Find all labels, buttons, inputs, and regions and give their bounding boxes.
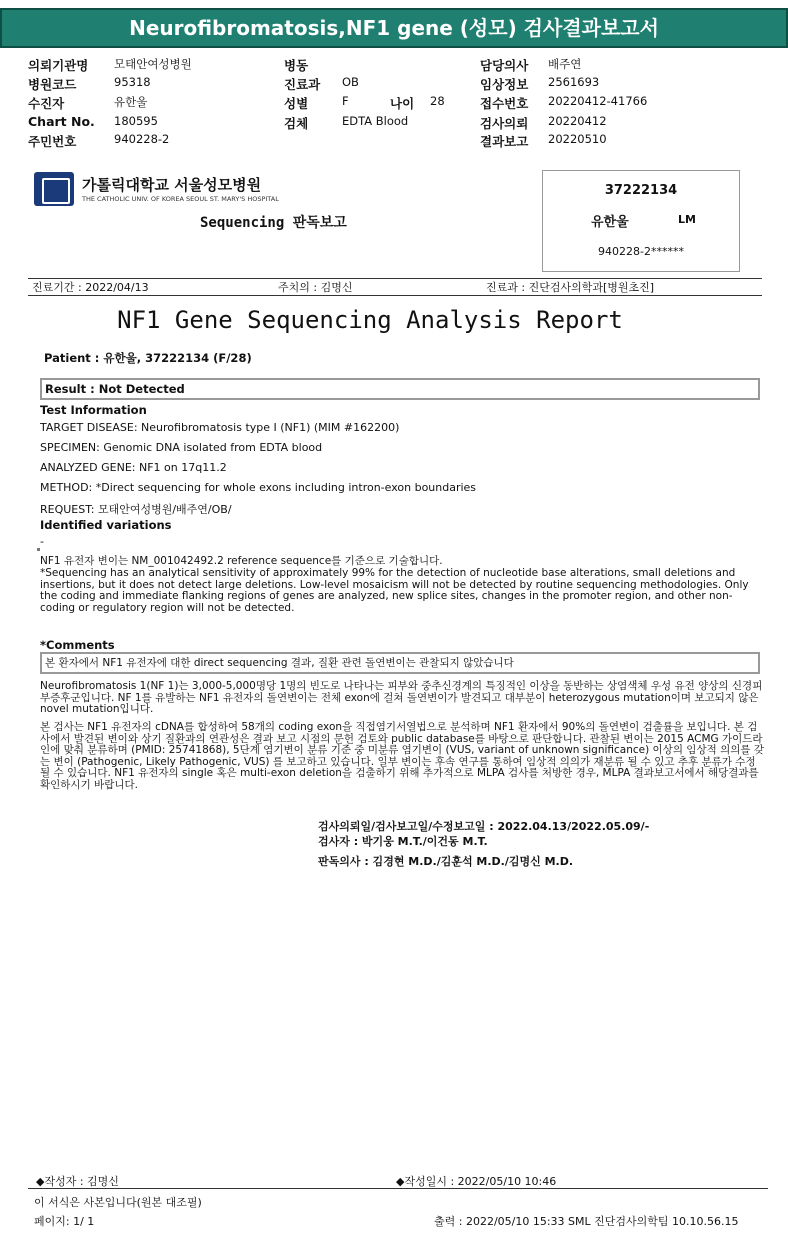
signer-dates: 검사의뢰일/검사보고일/수정보고일 : 2022.04.13/2022.05.09/-	[318, 820, 650, 833]
comments-heading: *Comments	[40, 638, 115, 652]
meta-key: 주민번호	[28, 134, 77, 149]
hospital-logo-icon	[34, 172, 74, 206]
visit-department: 진료과 : 진단검사의학과[병원초진]	[486, 281, 655, 294]
meta-value: 95318	[114, 75, 151, 89]
meta-key: 검사의뢰	[480, 116, 529, 131]
variations-value: -	[40, 535, 44, 548]
meta-value: EDTA Blood	[342, 114, 409, 128]
meta-value: 20220412	[548, 114, 607, 128]
meta-value: 180595	[114, 114, 158, 128]
bullet-dot	[37, 548, 40, 551]
hospital-english-name: THE CATHOLIC UNIV. OF KOREA SEOUL ST. MARY'S HOSPITAL	[82, 195, 279, 203]
patient-id-flag: LM	[678, 213, 696, 226]
meta-key: 나이	[390, 96, 415, 111]
patient-id-box	[542, 170, 740, 272]
meta-key: 의뢰기관명	[28, 58, 89, 73]
meta-key: 접수번호	[480, 96, 529, 111]
test-method: METHOD: *Direct sequencing for whole exons including intron-exon boundaries	[40, 481, 477, 494]
meta-value: OB	[342, 75, 359, 89]
meta-value: 20220412-41766	[548, 94, 648, 108]
hospital-name: 가톨릭대학교 서울성모병원	[82, 176, 262, 194]
report-heading: NF1 Gene Sequencing Analysis Report	[117, 306, 623, 334]
meta-value: 배주연	[548, 57, 582, 71]
report-title-bar: Neurofibromatosis,NF1 gene (성모) 검사결과보고서	[0, 8, 788, 48]
footer-printed: 출력 : 2022/05/10 15:33 SML 진단검사의학팀 10.10.56.15	[434, 1215, 739, 1228]
footer-copy-note: 이 서식은 사본입니다(원본 대조필)	[34, 1196, 202, 1209]
test-info-heading: Test Information	[40, 403, 147, 417]
comments-box: 본 환자에서 NF1 유전자에 대한 direct sequencing 결과, 질환 관련 돌연변이는 관찰되지 않았습니다	[40, 652, 760, 674]
footer-written-at: ◆작성일시 : 2022/05/10 10:46	[396, 1175, 557, 1188]
variations-reference-note: NF1 유전자 변이는 NM_001042492.2 reference sequence를 기준으로 기술합니다.	[40, 555, 443, 567]
meta-key: 검체	[284, 116, 309, 131]
meta-value: 20220510	[548, 132, 607, 146]
patient-id-name: 유한울	[591, 215, 629, 230]
meta-value: 모태안여성병원	[114, 57, 192, 71]
result-box: Result : Not Detected	[40, 378, 760, 400]
meta-key: 담당의사	[480, 58, 529, 73]
meta-value: 940228-2	[114, 132, 170, 146]
meta-key: 병동	[284, 58, 309, 73]
footer-page: 페이지: 1/ 1	[34, 1215, 95, 1228]
test-request: REQUEST: 모태안여성병원/배주연/OB/	[40, 503, 232, 516]
meta-value: 2561693	[548, 75, 600, 89]
test-analyzed-gene: ANALYZED GENE: NF1 on 17q11.2	[40, 461, 227, 474]
meta-key: Chart No.	[28, 114, 95, 129]
patient-id-registration: 940228-2******	[598, 245, 684, 258]
test-specimen: SPECIMEN: Genomic DNA isolated from EDTA blood	[40, 441, 323, 454]
footer-author: ◆작성자 : 김명신	[36, 1175, 119, 1188]
variations-heading: Identified variations	[40, 518, 172, 532]
meta-key: 임상정보	[480, 77, 529, 92]
signer-tester: 검사자 : 박기웅 M.T./이건동 M.T.	[318, 835, 488, 848]
signer-reader: 판독의사 : 김경현 M.D./김훈석 M.D./김명신 M.D.	[318, 855, 574, 868]
meta-value: F	[342, 94, 349, 108]
meta-value: 유한울	[114, 95, 148, 109]
patient-id-number: 37222134	[604, 183, 678, 198]
meta-key: 결과보고	[480, 134, 529, 149]
visit-bar	[28, 278, 762, 296]
meta-value: 28	[430, 94, 445, 108]
comments-paragraph-2: 본 검사는 NF1 유전자의 cDNA를 합성하여 58개의 coding exon을 직접염기서열법으로 분석하며 NF1 환자에서 90%의 돌연변이 검출률을 보입니다. 본 검사에서 발견된 변이와 상기 질환과의 연관성은 결과 보고 시점의 문헌 검토와 public database를 바탕으로 판단합니다. 관찰된 변이는 2015 ACMG 가이드라인에 맞춰 분류하며 (PMID: 25741868), 5단계 염기변이 분류 기준 중 미분류 염기변이 (VUS, variant of unknown significance) 이상의 임상적 의의를 갖는 변이 (Pathogenic, Likely Pathogenic, VUS) 를 보고하고 있습니다. 일부 변이는 후속 연구를 통하여 임상적 의의가 재분류 될 수 있고 추후 분류가 수정될 수 있습니다. NF1 유전자의 single 혹은 multi-exon deletion을 검출하기 위해 추가적으로 MLPA 검사를 처방한 경우, MLPA 결과보고서에서 해당결과를 확인하시기 바랍니다.	[40, 721, 764, 791]
comments-paragraph-1: Neurofibromatosis 1(NF 1)는 3,000-5,000명당 1명의 빈도로 나타나는 피부와 중추신경계의 특징적인 이상을 동반하는 상염색체 우성 유전 양상의 신경피부증후군입니다. NF 1를 유발하는 NF1 유전자의 돌연변이는 전체 exon에 걸쳐 돌연변이가 발견되고 대부분이 heterozygous mutation이며 보고되지 않은 novel mutation입니다.	[40, 680, 763, 716]
visit-doctor: 주치의 : 김명신	[278, 281, 353, 294]
patient-summary: Patient : 유한울, 37222134 (F/28)	[44, 351, 252, 365]
test-target-disease: TARGET DISEASE: Neurofibromatosis type I (NF1) (MIM #162200)	[40, 421, 400, 434]
sequencing-report-type: Sequencing 판독보고	[200, 215, 347, 231]
meta-key: 병원코드	[28, 77, 77, 92]
meta-key: 수진자	[28, 96, 65, 111]
variations-sensitivity-note: *Sequencing has an analytical sensitivity of approximately 99% for the detection of nucleotide base alterations, small deletions and insertions, but it does not detect large deletions. Low-level mosaicism will not be detected by routine sequencing methodologies. Only the coding and immediate flanking regions of genes are analyzed, new splice sites, changes in the promoter region, and other non-coding or regulatory region will not be detected.	[40, 567, 749, 614]
visit-date: 진료기간 : 2022/04/13	[32, 281, 149, 294]
meta-key: 진료과	[284, 77, 321, 92]
meta-key: 성별	[284, 96, 309, 111]
